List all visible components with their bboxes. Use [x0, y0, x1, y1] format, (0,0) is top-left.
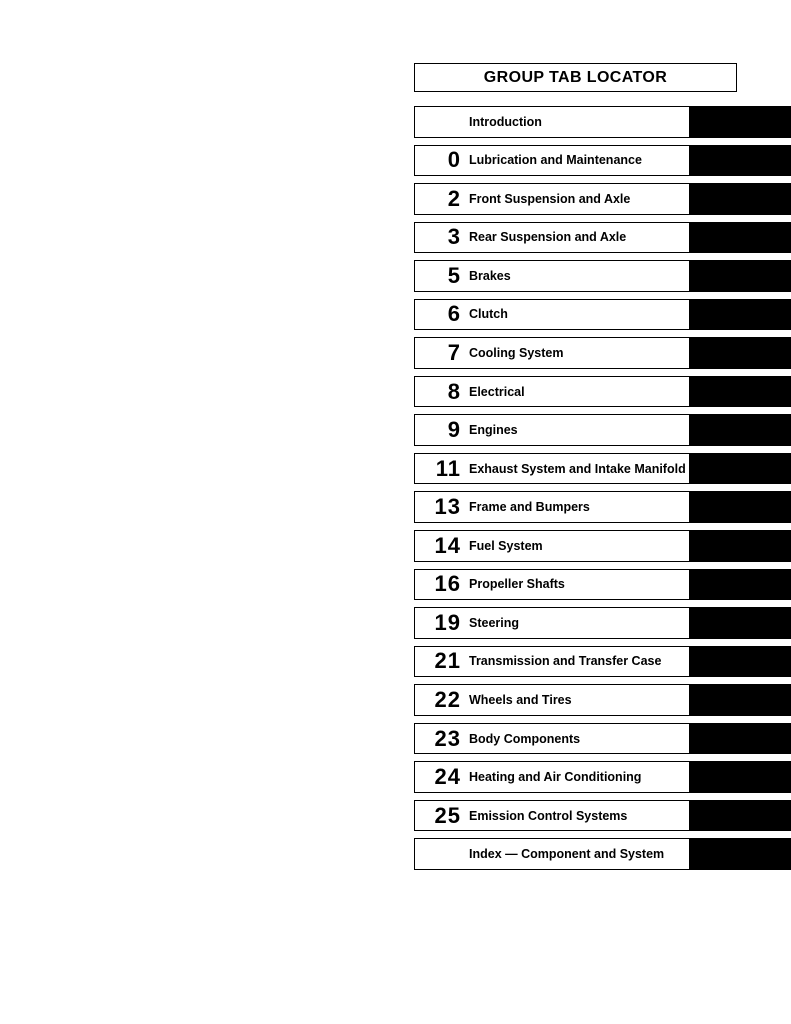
group-title: Frame and Bumpers [469, 500, 590, 515]
group-title: Engines [469, 423, 518, 438]
group-title: Clutch [469, 307, 508, 322]
tab-group-19[interactable] [414, 607, 791, 639]
black-tab-marker[interactable] [690, 414, 791, 446]
tab-label-box [414, 800, 690, 832]
tab-group-22[interactable] [414, 684, 791, 716]
tab-group-3[interactable] [414, 222, 791, 254]
group-number: 14 [434, 532, 461, 558]
tab-index[interactable] [414, 838, 791, 870]
group-title: Electrical [469, 384, 525, 399]
tab-group-11[interactable] [414, 453, 791, 485]
group-title: Introduction [469, 114, 542, 129]
tab-group-23[interactable] [414, 723, 791, 755]
tab-label-box [414, 414, 690, 446]
black-tab-marker[interactable] [690, 684, 791, 716]
tab-group-14[interactable] [414, 530, 791, 562]
tab-label-box [414, 761, 690, 793]
group-number: 7 [447, 340, 461, 366]
tab-group-21[interactable] [414, 646, 791, 678]
group-number: 16 [434, 571, 461, 597]
group-number: 11 [435, 455, 461, 481]
group-number: 25 [434, 802, 461, 828]
tab-label-box [414, 453, 690, 485]
group-title: Fuel System [469, 538, 543, 553]
group-number: 22 [434, 686, 461, 712]
tab-group-13[interactable] [414, 491, 791, 523]
group-number: 13 [434, 494, 461, 520]
black-tab-marker[interactable] [690, 569, 791, 601]
black-tab-marker[interactable] [690, 800, 791, 832]
tab-group-8[interactable] [414, 376, 791, 408]
black-tab-marker[interactable] [690, 723, 791, 755]
tab-label-box [414, 723, 690, 755]
group-title: Transmission and Transfer Case [469, 654, 662, 669]
tab-group-24[interactable] [414, 761, 791, 793]
group-number: 24 [434, 764, 461, 790]
tab-group-5[interactable] [414, 260, 791, 292]
black-tab-marker[interactable] [690, 761, 791, 793]
tab-group-9[interactable] [414, 414, 791, 446]
tab-label-box [414, 376, 690, 408]
group-title: Cooling System [469, 346, 564, 361]
black-tab-marker[interactable] [690, 145, 791, 177]
group-number: 2 [447, 185, 461, 211]
group-title: Exhaust System and Intake Manifold [469, 461, 686, 476]
black-tab-marker[interactable] [690, 838, 791, 870]
black-tab-marker[interactable] [690, 646, 791, 678]
black-tab-marker[interactable] [690, 530, 791, 562]
group-title: Rear Suspension and Axle [469, 230, 627, 245]
tab-label-box [414, 106, 690, 138]
group-title: Lubrication and Maintenance [469, 153, 642, 168]
group-number: 23 [434, 725, 461, 751]
tab-label-box [414, 222, 690, 254]
tab-group-6[interactable] [414, 299, 791, 331]
tab-label-box [414, 530, 690, 562]
tab-label-box [414, 607, 690, 639]
black-tab-marker[interactable] [690, 491, 791, 523]
black-tab-marker[interactable] [690, 260, 791, 292]
group-number: 0 [447, 147, 461, 173]
tab-label-box [414, 491, 690, 523]
group-number: 9 [447, 417, 461, 443]
group-number: 21 [434, 648, 461, 674]
black-tab-marker[interactable] [690, 183, 791, 215]
group-tab-locator-header [414, 63, 737, 92]
tab-label-box [414, 569, 690, 601]
group-title: Heating and Air Conditioning [469, 770, 642, 785]
tab-label-box [414, 260, 690, 292]
group-title: Body Components [469, 731, 581, 746]
tab-label-box [414, 838, 690, 870]
black-tab-marker[interactable] [690, 453, 791, 485]
group-title: Wheels and Tires [469, 692, 572, 707]
tab-group-2[interactable] [414, 183, 791, 215]
tab-label-box [414, 299, 690, 331]
group-number: 3 [447, 224, 461, 250]
tab-introduction[interactable] [414, 106, 791, 138]
black-tab-marker[interactable] [690, 106, 791, 138]
tab-label-box [414, 646, 690, 678]
group-title: Front Suspension and Axle [469, 191, 631, 206]
group-title: Emission Control Systems [469, 808, 628, 823]
tab-label-box [414, 145, 690, 177]
black-tab-marker[interactable] [690, 376, 791, 408]
tab-group-16[interactable] [414, 569, 791, 601]
tab-label-box [414, 337, 690, 369]
group-tab-list [414, 106, 791, 877]
group-number: 8 [447, 378, 461, 404]
tab-label-box [414, 684, 690, 716]
group-number: 6 [447, 301, 461, 327]
group-number: 19 [434, 609, 461, 635]
group-title: Steering [469, 615, 520, 630]
black-tab-marker[interactable] [690, 299, 791, 331]
tab-group-25[interactable] [414, 800, 791, 832]
group-title: Brakes [469, 268, 511, 283]
group-title: Index — Component and System [469, 847, 665, 862]
black-tab-marker[interactable] [690, 607, 791, 639]
black-tab-marker[interactable] [690, 222, 791, 254]
tab-group-7[interactable] [414, 337, 791, 369]
black-tab-marker[interactable] [690, 337, 791, 369]
group-title: Propeller Shafts [469, 577, 565, 592]
tab-label-box [414, 183, 690, 215]
group-number: 5 [447, 262, 461, 288]
tab-group-0[interactable] [414, 145, 791, 177]
page-title: GROUP TAB LOCATOR [483, 68, 668, 86]
